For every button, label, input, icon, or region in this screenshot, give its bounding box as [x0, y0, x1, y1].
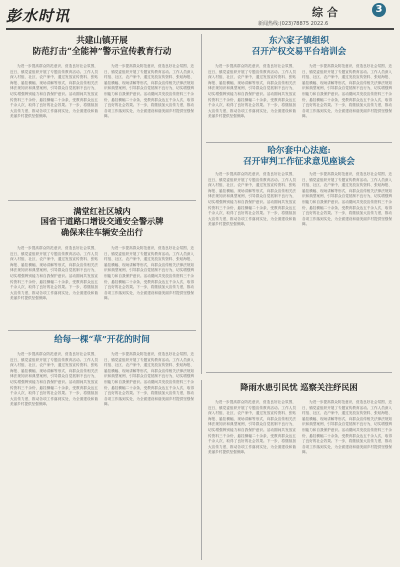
article-3-body-col2 [104, 246, 194, 326]
article-2-body-col2 [302, 64, 392, 138]
article-6-body-col1 [208, 400, 296, 560]
headline-line: 防范打击“全能神”警示宣传教育行动 [32, 46, 172, 57]
article-4-headline [206, 146, 392, 167]
article-1-body-col2 [104, 64, 194, 196]
headline-line: 东六家子镇组织 [268, 36, 330, 46]
column-divider [201, 380, 202, 560]
body-paragraph: 为进一步提高群众防范意识，营造良好社会氛围，近日，镇党委组织开展了专题宣传教育活动。工作人员深入村组、社区、农户家中，通过发放宣传资料、张贴海报、悬挂横幅、现场讲解等形式，向群众宣传相关法律法规知识和典型案例，引导群众自觉抵制不良行为，切实增强辨别能力和自我保护意识。活动期间共发放宣传资料三千余份，悬挂横幅二十余条，受教育群众达五千余人次，取得了良好的社会效果。下一步，将继续加大宣传力度，推动各项工作落到实处，为全面建设和谐美丽乡村提供坚强保障。 [208, 400, 296, 455]
column-divider [201, 34, 202, 374]
body-paragraph: 为进一步提高群众防范意识，营造良好社会氛围，近日，镇党委组织开展了专题宣传教育活动。工作人员深入村组、社区、农户家中，通过发放宣传资料、张贴海报、悬挂横幅、现场讲解等形式，向群众宣传相关法律法规知识和典型案例，引导群众自觉抵制不良行为，切实增强辨别能力和自我保护意识。活动期间共发放宣传资料三千余份，悬挂横幅二十余条，受教育群众达五千余人次，取得了良好的社会效果。下一步，将继续加大宣传力度，推动各项工作落到实处，为全面建设和谐美丽乡村提供坚强保障。 [10, 246, 98, 301]
article-3-body-col1 [10, 246, 98, 326]
section-divider [8, 330, 196, 331]
masthead [0, 0, 400, 30]
article-2-headline [206, 36, 392, 57]
body-paragraph: 为进一步提高群众防范意识，营造良好社会氛围，近日，镇党委组织开展了专题宣传教育活动。工作人员深入村组、社区、农户家中，通过发放宣传资料、张贴海报、悬挂横幅、现场讲解等形式，向群众宣传相关法律法规知识和典型案例，引导群众自觉抵制不良行为，切实增强辨别能力和自我保护意识。活动期间共发放宣传资料三千余份，悬挂横幅二十余条，受教育群众达五千余人次，取得了良好的社会效果。下一步，将继续加大宣传力度，推动各项工作落到实处，为全面建设和谐美丽乡村提供坚强保障。 [104, 352, 194, 407]
body-paragraph: 为进一步提高群众防范意识，营造良好社会氛围，近日，镇党委组织开展了专题宣传教育活动。工作人员深入村组、社区、农户家中，通过发放宣传资料、张贴海报、悬挂横幅、现场讲解等形式，向群众宣传相关法律法规知识和典型案例，引导群众自觉抵制不良行为，切实增强辨别能力和自我保护意识。活动期间共发放宣传资料三千余份，悬挂横幅二十余条，受教育群众达五千余人次，取得了良好的社会效果。下一步，将继续加大宣传力度，推动各项工作落到实处，为全面建设和谐美丽乡村提供坚强保障。 [104, 64, 194, 119]
body-paragraph: 为进一步提高群众防范意识，营造良好社会氛围，近日，镇党委组织开展了专题宣传教育活动。工作人员深入村组、社区、农户家中，通过发放宣传资料、张贴海报、悬挂横幅、现场讲解等形式，向群众宣传相关法律法规知识和典型案例，引导群众自觉抵制不良行为，切实增强辨别能力和自我保护意识。活动期间共发放宣传资料三千余份，悬挂横幅二十余条，受教育群众达五千余人次，取得了良好的社会效果。下一步，将继续加大宣传力度，推动各项工作落到实处，为全面建设和谐美丽乡村提供坚强保障。 [10, 64, 98, 119]
body-paragraph: 为进一步提高群众防范意识，营造良好社会氛围，近日，镇党委组织开展了专题宣传教育活动。工作人员深入村组、社区、农户家中，通过发放宣传资料、张贴海报、悬挂横幅、现场讲解等形式，向群众宣传相关法律法规知识和典型案例，引导群众自觉抵制不良行为，切实增强辨别能力和自我保护意识。活动期间共发放宣传资料三千余份，悬挂横幅二十余条，受教育群众达五千余人次，取得了良好的社会效果。下一步，将继续加大宣传力度，推动各项工作落到实处，为全面建设和谐美丽乡村提供坚强保障。 [302, 172, 392, 227]
article-5-body-col1 [10, 352, 98, 560]
body-paragraph: 为进一步提高群众防范意识，营造良好社会氛围，近日，镇党委组织开展了专题宣传教育活动。工作人员深入村组、社区、农户家中，通过发放宣传资料、张贴海报、悬挂横幅、现场讲解等形式，向群众宣传相关法律法规知识和典型案例，引导群众自觉抵制不良行为，切实增强辨别能力和自我保护意识。活动期间共发放宣传资料三千余份，悬挂横幅二十余条，受教育群众达五千余人次，取得了良好的社会效果。下一步，将继续加大宣传力度，推动各项工作落到实处，为全面建设和谐美丽乡村提供坚强保障。 [104, 246, 194, 301]
article-5-headline [10, 335, 194, 346]
article-6-headline [206, 382, 392, 392]
paper-title: 彭水时讯 [6, 7, 71, 25]
section-name: 综 合 [312, 6, 338, 19]
body-paragraph: 为进一步提高群众防范意识，营造良好社会氛围，近日，镇党委组织开展了专题宣传教育活动。工作人员深入村组、社区、农户家中，通过发放宣传资料、张贴海报、悬挂横幅、现场讲解等形式，向群众宣传相关法律法规知识和典型案例，引导群众自觉抵制不良行为，切实增强辨别能力和自我保护意识。活动期间共发放宣传资料三千余份，悬挂横幅二十余条，受教育群众达五千余人次，取得了良好的社会效果。下一步，将继续加大宣传力度，推动各项工作落到实处，为全面建设和谐美丽乡村提供坚强保障。 [208, 64, 296, 119]
section-divider [206, 372, 392, 373]
body-paragraph: 为进一步提高群众防范意识，营造良好社会氛围，近日，镇党委组织开展了专题宣传教育活动。工作人员深入村组、社区、农户家中，通过发放宣传资料、张贴海报、悬挂横幅、现场讲解等形式，向群众宣传相关法律法规知识和典型案例，引导群众自觉抵制不良行为，切实增强辨别能力和自我保护意识。活动期间共发放宣传资料三千余份，悬挂横幅二十余条，受教育群众达五千余人次，取得了良好的社会效果。下一步，将继续加大宣传力度，推动各项工作落到实处，为全面建设和谐美丽乡村提供坚强保障。 [10, 352, 98, 407]
headline-line: 给每一棵“草”开花的时间 [54, 335, 150, 345]
article-1-headline [10, 36, 194, 57]
article-4-body-col2 [302, 172, 392, 368]
headline-line: 召开审判工作征求意见座谈会 [243, 156, 355, 167]
header-meta: 新闻热线:(023)78875 2022.6 [258, 21, 329, 27]
headline-line: 哈尔套中心法庭: [267, 146, 331, 156]
section-divider [8, 200, 196, 201]
headline-line: 国省干道路口增设交通安全警示牌 [40, 216, 164, 227]
article-1-body-col1 [10, 64, 98, 196]
headline-line: 共建山镇开展 [76, 36, 128, 46]
page-number-badge: 3 [372, 3, 386, 17]
headline-line: 确保来往车辆安全出行 [61, 226, 143, 237]
article-2-body-col1 [208, 64, 296, 138]
article-6-body-col2 [302, 400, 392, 560]
headline-line: 召开产权交易平台培训会 [251, 46, 347, 57]
article-4-body-col1 [208, 172, 296, 368]
article-3-headline [10, 206, 194, 237]
body-paragraph: 为进一步提高群众防范意识，营造良好社会氛围，近日，镇党委组织开展了专题宣传教育活动。工作人员深入村组、社区、农户家中，通过发放宣传资料、张贴海报、悬挂横幅、现场讲解等形式，向群众宣传相关法律法规知识和典型案例，引导群众自觉抵制不良行为，切实增强辨别能力和自我保护意识。活动期间共发放宣传资料三千余份，悬挂横幅二十余条，受教育群众达五千余人次，取得了良好的社会效果。下一步，将继续加大宣传力度，推动各项工作落到实处，为全面建设和谐美丽乡村提供坚强保障。 [208, 172, 296, 227]
article-5-body-col2 [104, 352, 194, 560]
headline-line: 降雨水患引民忧 巡察关注纾民困 [240, 382, 358, 392]
masthead-rule [6, 28, 394, 30]
section-divider [206, 142, 392, 143]
body-paragraph: 为进一步提高群众防范意识，营造良好社会氛围，近日，镇党委组织开展了专题宣传教育活动。工作人员深入村组、社区、农户家中，通过发放宣传资料、张贴海报、悬挂横幅、现场讲解等形式，向群众宣传相关法律法规知识和典型案例，引导群众自觉抵制不良行为，切实增强辨别能力和自我保护意识。活动期间共发放宣传资料三千余份，悬挂横幅二十余条，受教育群众达五千余人次，取得了良好的社会效果。下一步，将继续加大宣传力度，推动各项工作落到实处，为全面建设和谐美丽乡村提供坚强保障。 [302, 400, 392, 455]
body-paragraph: 为进一步提高群众防范意识，营造良好社会氛围，近日，镇党委组织开展了专题宣传教育活动。工作人员深入村组、社区、农户家中，通过发放宣传资料、张贴海报、悬挂横幅、现场讲解等形式，向群众宣传相关法律法规知识和典型案例，引导群众自觉抵制不良行为，切实增强辨别能力和自我保护意识。活动期间共发放宣传资料三千余份，悬挂横幅二十余条，受教育群众达五千余人次，取得了良好的社会效果。下一步，将继续加大宣传力度，推动各项工作落到实处，为全面建设和谐美丽乡村提供坚强保障。 [302, 64, 392, 119]
headline-line: 满堂红社区城内 [73, 206, 131, 216]
